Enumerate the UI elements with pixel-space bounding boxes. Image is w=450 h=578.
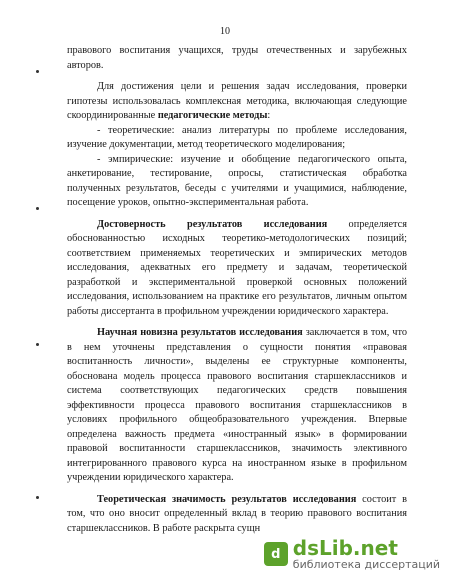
paragraph: Научная новизна результатов исследования заключается в том, что в нем уточнены представления о сущности понятия «правовая воспитанность личности», выделены ее структурные компоненты, обоснована модель процесса правового воспитания старшеклассников и система соответствующих педагогических средств повышения эффективности процесса правового воспитания старшеклассников в условиях профильного общеобразовательного учреждения. Впервые определена важность предмета «иностранный язык» в формировании правовой воспитанности старшеклассников, значимость элективного интегрированного правового курса на иностранном языке в профильном учреждении юридического характера.: [67, 327, 407, 483]
paragraph: Теоретическая значимость результатов исследования состоит в том, что оно вносит определенный вклад в теорию правового воспитания старшеклассников. В работе раскрыта сущн: [67, 493, 407, 534]
watermark-logo[interactable]: [264, 538, 440, 570]
margin-mark: [36, 207, 39, 210]
margin-mark: [36, 70, 39, 73]
watermark-brand: dsLib.net: [292, 536, 398, 560]
paragraph: - теоретические: анализ литературы по проблеме исследования, изучение документации, метод теоретического моделирования;: [67, 124, 407, 150]
bold-term: Теоретическая значимость результатов исследования: [97, 493, 357, 505]
paragraph: правового воспитания учащихся, труды отечественных и зарубежных авторов.: [67, 45, 407, 71]
bold-term: Научная новизна результатов исследования: [97, 327, 303, 338]
paragraph: - эмпирические: изучение и обобщение педагогического опыта, анкетирование, тестирование, опросы, статистическая обработка полученных результатов, беседы с учителями и учащимися, наблюдение, посещение уроков, опытно-экспериментальная работа.: [67, 153, 407, 208]
paragraph: Для достижения цели и решения задач исследования, проверки гипотезы использовалась комплексная методика, включающая следующие скоординированные педагогические методы:: [67, 81, 407, 121]
document-body: [67, 44, 407, 536]
paragraph: Достоверность результатов исследования определяется обоснованностью исходных теоретико-методологических позиций; соответствием применяемых теоретических и эмпирических методов исследования, адекватных его предмету и задачам, теоретической разработкой и экспериментальной проверкой основных положений исследования, использованием на практике его результатов, личным опытом работы диссертанта в профильном учреждении юридического характера.: [67, 218, 407, 317]
watermark-subtitle: библиотека диссертаций: [292, 558, 440, 571]
dslib-logo-icon: d: [264, 542, 288, 566]
margin-mark: [36, 343, 39, 346]
bold-term: педагогические методы: [157, 110, 268, 121]
margin-mark: [36, 496, 39, 499]
bold-term: Достоверность результатов исследования: [97, 218, 328, 230]
page-number: 10: [220, 26, 230, 37]
